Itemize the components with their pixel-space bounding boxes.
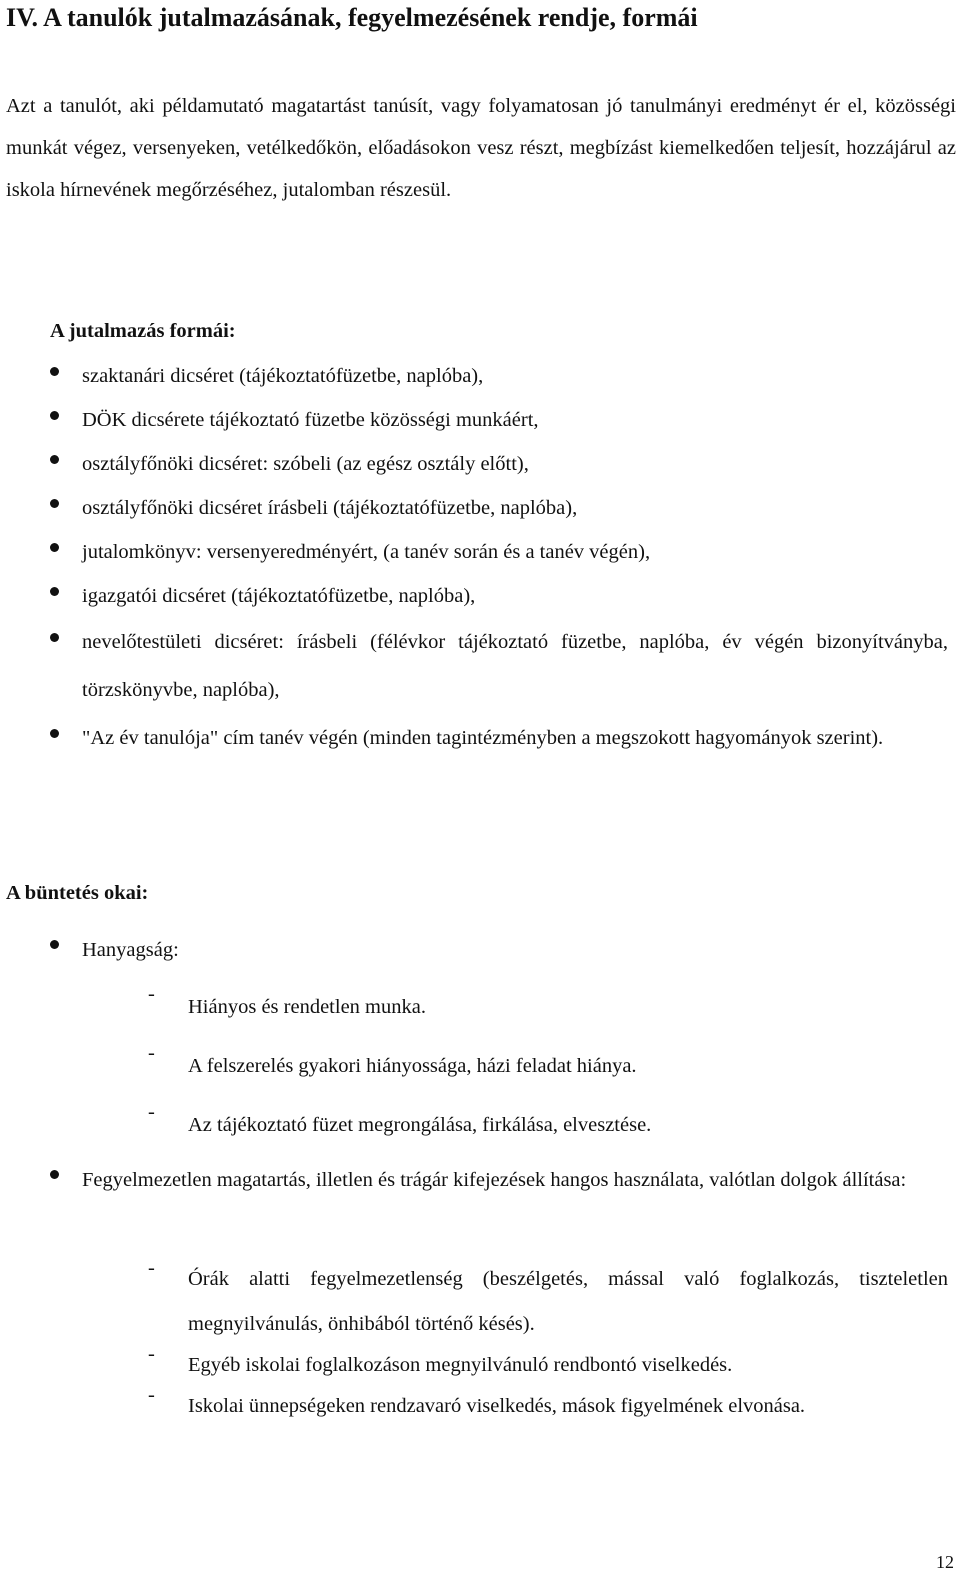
sub-list-item-text: Iskolai ünnepségeken rendzavaró viselkedés, mások figyelmének elvonása. xyxy=(188,1395,806,1417)
sub-list-item xyxy=(148,983,948,1031)
list-item xyxy=(50,530,948,574)
chapter-title: IV. A tanulók jutalmazásának, fegyelmezésének rendje, formái xyxy=(6,3,698,32)
list-item-text: Hanyagság: xyxy=(82,939,179,961)
bullet-icon xyxy=(50,729,59,738)
sub-list-item-text: Hiányos és rendetlen munka. xyxy=(188,996,426,1018)
list-item-text: jutalomkönyv: versenyeredményért, (a tanév során és a tanév végén), xyxy=(82,541,651,563)
list-item xyxy=(50,926,948,974)
sub-list-item xyxy=(148,1384,948,1429)
bullet-icon xyxy=(50,633,59,642)
bullet-icon xyxy=(50,940,59,949)
list-item-text: Fegyelmezetlen magatartás, illetlen és trágár kifejezések hangos használata, valótlan dolgok állítása: xyxy=(82,1169,907,1191)
sub-list-item xyxy=(148,1101,948,1149)
punishment-group-list xyxy=(50,1156,948,1204)
dash-icon: - xyxy=(148,1343,155,1365)
bullet-icon xyxy=(50,455,59,464)
rewards-heading: A jutalmazás formái: xyxy=(50,320,236,342)
intro-paragraph: Azt a tanulót, aki példamutató magatartást tanúsít, vagy folyamatosan jó tanulmányi eredményt ér el, közösségi munkát végez, versenyeken, vetélkedőkön, előadásokon vesz részt, megbízást kiemelkedően teljesít, hozzájárul az iskola hírnevének megőrzéséhez, jutalomban részesül. xyxy=(6,95,956,201)
page-number: 12 xyxy=(936,1552,954,1572)
dash-icon: - xyxy=(148,1042,155,1064)
punishment-sublist xyxy=(148,1257,948,1429)
punishment-group-list xyxy=(50,926,948,974)
list-item xyxy=(50,486,948,530)
list-item xyxy=(50,618,948,714)
bullet-icon xyxy=(50,499,59,508)
bullet-icon xyxy=(50,367,59,376)
list-item-text: szaktanári dicséret (tájékoztatófüzetbe, naplóba), xyxy=(82,365,484,387)
list-item xyxy=(50,354,948,398)
dash-icon: - xyxy=(148,1384,155,1406)
bullet-icon xyxy=(50,1170,59,1179)
sub-list-item xyxy=(148,1257,948,1347)
bullet-icon xyxy=(50,411,59,420)
dash-icon: - xyxy=(148,1257,155,1279)
list-item-text: igazgatói dicséret (tájékoztatófüzetbe, naplóba), xyxy=(82,585,476,607)
list-item-text: DÖK dicsérete tájékoztató füzetbe közösségi munkáért, xyxy=(82,409,539,431)
list-item-text: "Az év tanulója" cím tanév végén (minden tagintézményben a megszokott hagyományok szerint). xyxy=(82,727,884,749)
sub-list-item xyxy=(148,1042,948,1090)
sub-list-item-text: A felszerelés gyakori hiányossága, házi feladat hiánya. xyxy=(188,1055,637,1077)
bullet-icon xyxy=(50,543,59,552)
list-item xyxy=(50,398,948,442)
list-item xyxy=(50,1156,948,1204)
rewards-list xyxy=(50,354,948,762)
punishments-heading: A büntetés okai: xyxy=(6,882,149,904)
list-item xyxy=(50,574,948,618)
list-item-text: nevelőtestületi dicséret: írásbeli (félévkor tájékoztató füzetbe, naplóba, év végén bizonyítványba, törzskönyvbe, naplóba), xyxy=(82,631,948,701)
list-item xyxy=(50,714,948,762)
list-item-text: osztályfőnöki dicséret írásbeli (tájékoztatófüzetbe, naplóba), xyxy=(82,497,578,519)
list-item-text: osztályfőnöki dicséret: szóbeli (az egész osztály előtt), xyxy=(82,453,529,475)
bullet-icon xyxy=(50,587,59,596)
dash-icon: - xyxy=(148,1101,155,1123)
punishment-sublist xyxy=(148,983,948,1149)
sub-list-item xyxy=(148,1343,948,1388)
dash-icon: - xyxy=(148,983,155,1005)
sub-list-item-text: Órák alatti fegyelmezetlenség (beszélgetés, mással való foglalkozás, tiszteletlen megnyilvánulás, önhibából történő késés). xyxy=(188,1268,948,1335)
list-item xyxy=(50,442,948,486)
sub-list-item-text: Egyéb iskolai foglalkozáson megnyilvánuló rendbontó viselkedés. xyxy=(188,1354,733,1376)
sub-list-item-text: Az tájékoztató füzet megrongálása, firkálása, elvesztése. xyxy=(188,1114,652,1136)
